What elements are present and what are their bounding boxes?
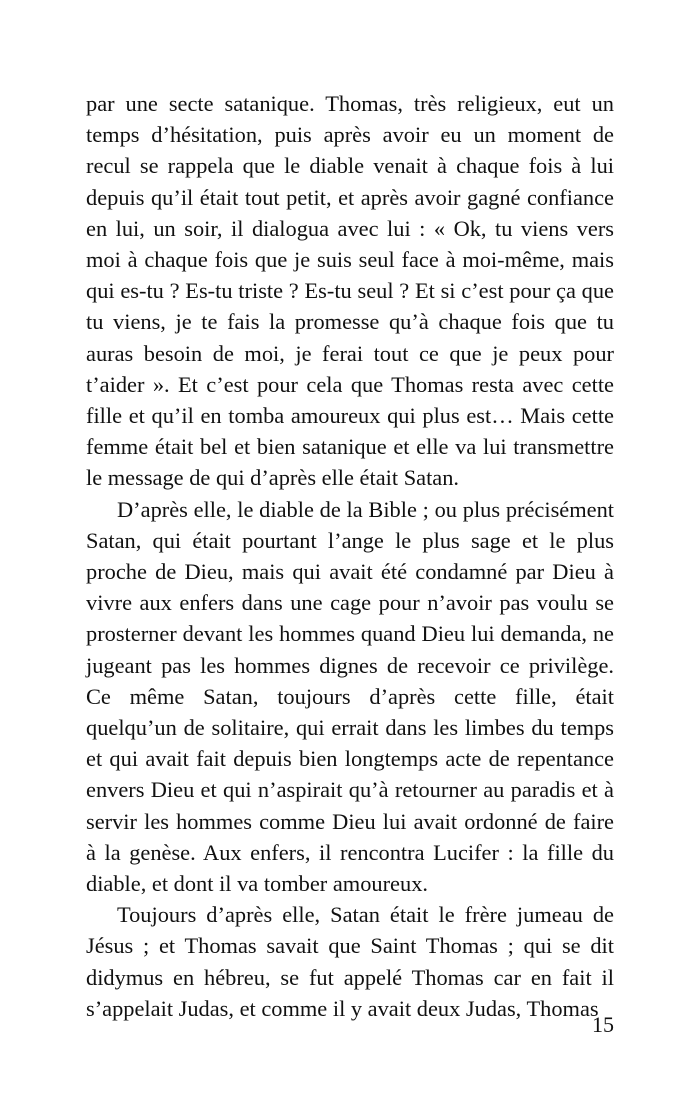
page-number: 15 — [592, 1012, 614, 1037]
page-body — [86, 88, 614, 1024]
paragraph-1: par une secte satanique. Thomas, très religieux, eut un temps d’hésitation, puis après avoir eu un moment de recul se rappela que le diable venait à chaque fois à lui depuis qu’il était tout petit, et après avoir gagné confiance en lui, un soir, il dialogua avec lui : « Ok, tu viens vers moi à chaque fois que je suis seul face à moi-même, mais qui es-tu ? Es-tu triste ? Es-tu seul ? Et si c’est pour ça que tu viens, je te fais la promesse qu’à chaque fois que tu auras besoin de moi, je ferai tout ce que je peux pour t’aider ». Et c’est pour cela que Thomas resta avec cette fille et qu’il en tomba amoureux qui plus est… Mais cette femme était bel et bien satanique et elle va lui transmettre le message de qui d’après elle était Satan. — [86, 91, 614, 491]
paragraph-3: Toujours d’après elle, Satan était le frère jumeau de Jésus ; et Thomas savait que Saint Thomas ; qui se dit didymus en hébreu, se fut appelé Thomas car en fait il s’appelait Judas, et comme il y avait deux Judas, Thomas — [86, 902, 614, 1021]
paragraph-2: D’après elle, le diable de la Bible ; ou plus précisément Satan, qui était pourtant l’ange le plus sage et le plus proche de Dieu, mais qui avait été condamné par Dieu à vivre aux enfers dans une cage pour n’avoir pas voulu se prosterner devant les hommes quand Dieu lui demanda, ne jugeant pas les hommes dignes de recevoir ce privilège. Ce même Satan, toujours d’après cette fille, était quelqu’un de solitaire, qui errait dans les limbes du temps et qui avait fait depuis bien longtemps acte de repentance envers Dieu et qui n’aspirait qu’à retourner au paradis et à servir les hommes comme Dieu lui avait ordonné de faire à la genèse. Aux enfers, il rencontra Lucifer : la fille du diable, et dont il va tomber amoureux. — [86, 496, 614, 897]
